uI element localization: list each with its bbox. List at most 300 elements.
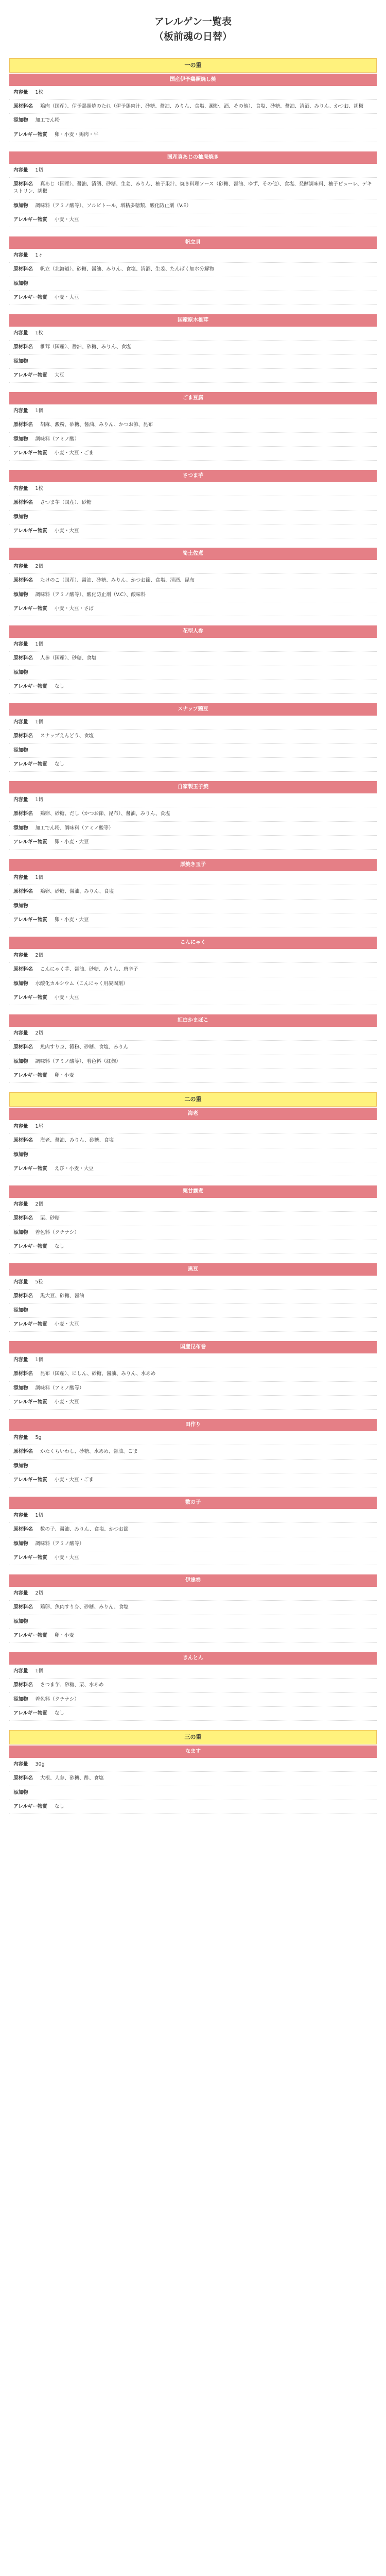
additives-row <box>9 1693 377 1707</box>
ingredients-row-value: スナップえんどう、食塩 <box>40 733 94 739</box>
additives-row-label: 添加物 <box>13 669 28 675</box>
allergens-row <box>9 758 377 772</box>
item-card <box>9 151 377 227</box>
allergens-row-value: 小麦・大豆 <box>54 528 79 534</box>
additives-row-value: 調味料（アミノ酸等）、酸化防止剤（V.C）、酸味料 <box>35 591 146 598</box>
ingredients-row <box>9 1523 377 1537</box>
allergens-row-value: 卵・小麦・鶏肉・牛 <box>54 131 99 138</box>
item-name: 帆立貝 <box>9 236 377 249</box>
ingredients-row-value: 魚肉すり身、澱粉、砂糖、食塩、みりん <box>40 1044 129 1050</box>
ingredients-row-value: 鶏卵、魚肉すり身、砂糖、みりん、食塩 <box>40 1604 129 1611</box>
content-row <box>9 638 377 652</box>
content-row-value: 1個 <box>35 1357 44 1363</box>
additives-row-label: 添加物 <box>13 1789 28 1795</box>
additives-row <box>9 977 377 991</box>
ingredients-row-label: 原材料名 <box>13 422 33 428</box>
additives-row <box>9 588 377 602</box>
allergens-row-value: 小麦・大豆・ごま <box>54 1477 94 1483</box>
content-row-label: 内容量 <box>13 797 28 803</box>
ingredients-row-value: 胡麻、澱粉、砂糖、醤油、みりん、かつお節、昆布 <box>40 422 153 428</box>
ingredients-row <box>9 418 377 432</box>
allergens-row <box>9 1629 377 1643</box>
content-row-value: 1個 <box>35 1668 44 1674</box>
item-name: こんにゃく <box>9 937 377 949</box>
content-row-label: 内容量 <box>13 330 28 336</box>
ingredients-row-value: たけのこ（国産）、醤油、砂糖、みりん、かつお節、食塩、清酒、昆布 <box>40 578 195 584</box>
ingredients-row <box>9 1134 377 1148</box>
item-name: さつま芋 <box>9 470 377 482</box>
allergens-row <box>9 1396 377 1410</box>
content-row-label: 内容量 <box>13 167 28 173</box>
item-card <box>9 1574 377 1643</box>
section-header: 二の重 <box>9 1092 377 1107</box>
ingredients-row <box>9 1290 377 1303</box>
allergens-row-label: アレルギー物質 <box>13 761 47 767</box>
content-row-label: 内容量 <box>13 1590 28 1597</box>
additives-row-label: 添加物 <box>13 1540 28 1547</box>
allergens-row-label: アレルギー物質 <box>13 1399 47 1405</box>
content-row-value: 1尾 <box>35 1124 44 1130</box>
content-row <box>9 482 377 496</box>
content-row-label: 内容量 <box>13 1201 28 1208</box>
item-name: 筍土佐煮 <box>9 548 377 560</box>
item-card <box>9 781 377 850</box>
allergens-row-label: アレルギー物質 <box>13 1072 47 1078</box>
ingredients-row <box>9 341 377 354</box>
allergens-row-value: えび・小麦・大豆 <box>54 1165 94 1172</box>
content-row-value: 1切 <box>35 1513 44 1519</box>
additives-row <box>9 1148 377 1162</box>
allergens-row <box>9 369 377 383</box>
item-name: 国産真あじの柚庵焼き <box>9 151 377 164</box>
ingredients-row-value: さつま芋、砂糖、栗、水あめ <box>40 1682 104 1688</box>
allergens-row <box>9 1069 377 1083</box>
ingredients-row <box>9 1212 377 1226</box>
content-row-value: 1個 <box>35 641 44 648</box>
content-row-label: 内容量 <box>13 1279 28 1285</box>
additives-row <box>9 1460 377 1473</box>
content-row-label: 内容量 <box>13 89 28 95</box>
allergens-row <box>9 128 377 142</box>
allergens-row <box>9 991 377 1005</box>
page-title-line1: アレルゲン一覧表 <box>154 16 232 27</box>
additives-row-label: 添加物 <box>13 280 28 286</box>
additives-row-value: 調味料（アミノ酸等）、ソルビトール、増粘多糖類、酸化防止剤（V.E） <box>35 202 191 209</box>
content-row-value: 30g <box>35 1761 45 1768</box>
ingredients-row <box>9 730 377 743</box>
allergens-row <box>9 524 377 538</box>
item-name: 花型人参 <box>9 625 377 638</box>
ingredients-row <box>9 263 377 277</box>
allergens-row-label: アレルギー物質 <box>13 372 47 378</box>
content-row-label: 内容量 <box>13 641 28 648</box>
ingredients-row-label: 原材料名 <box>13 1293 33 1299</box>
allergens-row-label: アレルギー物質 <box>13 1710 47 1716</box>
ingredients-row-label: 原材料名 <box>13 344 33 350</box>
item-name: 栗甘露煮 <box>9 1185 377 1198</box>
additives-row-label: 添加物 <box>13 1058 28 1064</box>
content-row <box>9 716 377 730</box>
item-card <box>9 859 377 927</box>
ingredients-row-value: 鶏肉（国産）、伊予鶏照焼のたれ（伊予鶏肉汁、砂糖、醤油、みりん、食塩、澱粉、酒、その他）、食塩、砂糖、醤油、清酒、みりん、かつお、胡椒 <box>40 104 364 110</box>
allergens-row-value: 小麦・大豆 <box>54 216 79 223</box>
content-row-value: 1個 <box>35 875 44 881</box>
ingredients-row-label: 原材料名 <box>13 1682 33 1688</box>
ingredients-row <box>9 1772 377 1786</box>
allergens-row <box>9 213 377 227</box>
item-card <box>9 236 377 305</box>
content-row-value: 1個 <box>35 408 44 414</box>
page-title <box>9 14 377 45</box>
item-card <box>9 1014 377 1083</box>
allergens-row <box>9 1162 377 1176</box>
section-header: 一の重 <box>9 58 377 73</box>
ingredients-row-label: 原材料名 <box>13 181 33 188</box>
content-row-value: 1切 <box>35 797 44 803</box>
item-name: なます <box>9 1745 377 1758</box>
ingredients-row <box>9 1679 377 1692</box>
content-row-label: 内容量 <box>13 486 28 492</box>
allergens-row <box>9 1318 377 1332</box>
ingredients-row-label: 原材料名 <box>13 1371 33 1377</box>
ingredients-row <box>9 963 377 977</box>
allergen-list <box>9 58 377 1814</box>
ingredients-row <box>9 1367 377 1381</box>
content-row <box>9 1120 377 1134</box>
ingredients-row-value: 栗、砂糖 <box>40 1215 60 1222</box>
content-row <box>9 1027 377 1041</box>
allergens-row-label: アレルギー物質 <box>13 683 47 689</box>
allergens-row-value: 卵・小麦 <box>54 1632 74 1638</box>
additives-row-value: 調味料（アミノ酸） <box>35 436 80 442</box>
additives-row-value: 着色料（クチナシ） <box>35 1696 79 1702</box>
item-card <box>9 1108 377 1176</box>
ingredients-row <box>9 1041 377 1055</box>
content-row-label: 内容量 <box>13 252 28 259</box>
allergens-row-value: 卵・小麦 <box>54 1072 74 1078</box>
content-row <box>9 1198 377 1212</box>
ingredients-row-label: 原材料名 <box>13 1044 33 1050</box>
ingredients-row-value: 海老、醤油、みりん、砂糖、食塩 <box>40 1138 114 1144</box>
item-card <box>9 625 377 694</box>
additives-row-label: 添加物 <box>13 825 28 831</box>
ingredients-row-label: 原材料名 <box>13 500 33 506</box>
content-row <box>9 1353 377 1367</box>
allergens-row-label: アレルギー物質 <box>13 528 47 534</box>
item-name: スナップ豌豆 <box>9 703 377 716</box>
allergens-row-value: なし <box>54 1803 64 1809</box>
ingredients-row <box>9 574 377 588</box>
ingredients-row <box>9 885 377 899</box>
item-name: 数の子 <box>9 1497 377 1509</box>
additives-row-label: 添加物 <box>13 980 28 987</box>
additives-row <box>9 355 377 369</box>
allergens-row-value: なし <box>54 1243 64 1249</box>
content-row-value: 2個 <box>35 564 44 570</box>
allergens-row-label: アレルギー物質 <box>13 450 47 456</box>
ingredients-row-value: 帆立（北海道）、砂糖、醤油、みりん、食塩、清酒、生姜、たんぱく加水分解物 <box>40 266 214 273</box>
additives-row <box>9 900 377 913</box>
content-row-label: 内容量 <box>13 875 28 881</box>
content-row-value: 1枚 <box>35 330 44 336</box>
content-row-value: 2個 <box>35 1201 44 1208</box>
additives-row <box>9 433 377 447</box>
content-row <box>9 327 377 341</box>
allergens-row <box>9 680 377 694</box>
content-row <box>9 86 377 100</box>
ingredients-row-label: 原材料名 <box>13 266 33 273</box>
allergens-row <box>9 1707 377 1721</box>
additives-row-label: 添加物 <box>13 436 28 442</box>
allergens-row-label: アレルギー物質 <box>13 294 47 300</box>
item-name: 田作り <box>9 1419 377 1431</box>
allergens-row-value: 卵・小麦・大豆 <box>54 839 89 845</box>
item-name: きんとん <box>9 1652 377 1665</box>
item-card <box>9 1419 377 1487</box>
allergens-row-label: アレルギー物質 <box>13 1803 47 1809</box>
allergens-row <box>9 291 377 305</box>
page-title-line2: （板前魂の日替） <box>153 31 232 43</box>
content-row <box>9 949 377 963</box>
allergens-row-label: アレルギー物質 <box>13 1321 47 1327</box>
content-row-label: 内容量 <box>13 1513 28 1519</box>
content-row-value: 2個 <box>35 953 44 959</box>
content-row-label: 内容量 <box>13 1030 28 1037</box>
allergens-row-label: アレルギー物質 <box>13 1243 47 1249</box>
allergens-row-value: 小麦・大豆 <box>54 1554 79 1561</box>
additives-row <box>9 666 377 680</box>
additives-row <box>9 199 377 213</box>
additives-row-value: 着色料（クチナシ） <box>35 1229 79 1235</box>
additives-row <box>9 1615 377 1629</box>
item-name: 国産昆布巻 <box>9 1341 377 1353</box>
allergens-row-label: アレルギー物質 <box>13 1632 47 1638</box>
allergens-row-label: アレルギー物質 <box>13 1554 47 1561</box>
item-card <box>9 937 377 1005</box>
ingredients-row <box>9 496 377 510</box>
item-card <box>9 74 377 142</box>
allergens-row <box>9 836 377 850</box>
additives-row-label: 添加物 <box>13 1229 28 1235</box>
content-row-value: 5g <box>35 1435 42 1441</box>
allergens-row-value: なし <box>54 761 64 767</box>
ingredients-row-label: 原材料名 <box>13 1449 33 1455</box>
ingredients-row-label: 原材料名 <box>13 733 33 739</box>
allergens-row-value: 小麦・大豆 <box>54 1399 79 1405</box>
item-card <box>9 703 377 772</box>
item-name: ごま豆腐 <box>9 392 377 404</box>
ingredients-row-value: 鶏卵、砂糖、だし（かつお節、昆布）、醤油、みりん、食塩 <box>40 811 170 817</box>
additives-row-label: 添加物 <box>13 747 28 753</box>
ingredients-row-label: 原材料名 <box>13 1215 33 1222</box>
item-card <box>9 1497 377 1565</box>
ingredients-row-value: さつま芋（国産）、砂糖 <box>40 500 92 506</box>
content-row-value: 1切 <box>35 167 44 173</box>
item-name: 伊達巻 <box>9 1574 377 1587</box>
additives-row <box>9 1537 377 1551</box>
additives-row <box>9 1304 377 1318</box>
content-row-value: 1枚 <box>35 89 44 95</box>
allergens-row-label: アレルギー物質 <box>13 1477 47 1483</box>
content-row-value: 1枚 <box>35 486 44 492</box>
content-row <box>9 871 377 885</box>
allergens-row-value: なし <box>54 683 64 689</box>
additives-row-label: 添加物 <box>13 358 28 364</box>
item-card <box>9 1185 377 1254</box>
ingredients-row-value: 人参（国産）、砂糖、食塩 <box>40 655 97 662</box>
content-row-label: 内容量 <box>13 408 28 414</box>
additives-row-label: 添加物 <box>13 1463 28 1469</box>
content-row-label: 内容量 <box>13 1668 28 1674</box>
allergens-row <box>9 1473 377 1487</box>
additives-row-value: 水酸化カルシウム（こんにゃく用凝固剤） <box>35 980 128 987</box>
allergens-row-value: 小麦・大豆・ごま <box>54 450 94 456</box>
ingredients-row-label: 原材料名 <box>13 1138 33 1144</box>
ingredients-row-value: 椎茸（国産）、醤油、砂糖、みりん、食塩 <box>40 344 131 350</box>
ingredients-row <box>9 100 377 114</box>
allergens-row-value: なし <box>54 1710 64 1716</box>
additives-row-label: 添加物 <box>13 1696 28 1702</box>
ingredients-row-label: 原材料名 <box>13 1527 33 1533</box>
allergens-row-label: アレルギー物質 <box>13 216 47 223</box>
ingredients-row-value: こんにゃく芋、醤油、砂糖、みりん、唐辛子 <box>40 967 138 973</box>
ingredients-row-value: 黒大豆、砂糖、醤油 <box>40 1293 84 1299</box>
ingredients-row <box>9 178 377 199</box>
ingredients-row <box>9 807 377 821</box>
ingredients-row-label: 原材料名 <box>13 1775 33 1782</box>
item-name: 黒豆 <box>9 1263 377 1276</box>
ingredients-row <box>9 652 377 666</box>
ingredients-row-label: 原材料名 <box>13 1604 33 1611</box>
content-row-value: 2切 <box>35 1590 44 1597</box>
item-card <box>9 392 377 461</box>
ingredients-row-label: 原材料名 <box>13 104 33 110</box>
allergens-row <box>9 602 377 616</box>
ingredients-row-value: 昆布（国産）、にしん、砂糖、醤油、みりん、水あめ <box>40 1371 156 1377</box>
allergens-row <box>9 1800 377 1814</box>
allergens-row-value: 小麦・大豆 <box>54 1321 79 1327</box>
additives-row <box>9 1055 377 1069</box>
content-row <box>9 1276 377 1290</box>
content-row-value: 5粒 <box>35 1279 44 1285</box>
allergens-row-label: アレルギー物質 <box>13 994 47 1001</box>
additives-row <box>9 1786 377 1800</box>
content-row <box>9 1509 377 1523</box>
allergens-row <box>9 1240 377 1254</box>
ingredients-row <box>9 1601 377 1615</box>
additives-row-label: 添加物 <box>13 1618 28 1624</box>
content-row <box>9 1431 377 1445</box>
content-row-label: 内容量 <box>13 1124 28 1130</box>
allergens-row-label: アレルギー物質 <box>13 917 47 923</box>
item-card <box>9 1263 377 1332</box>
allergens-row <box>9 1551 377 1565</box>
content-row-value: 1個 <box>35 719 44 725</box>
item-card <box>9 548 377 616</box>
content-row-value: 1ヶ <box>35 252 44 259</box>
additives-row-value: 調味料（アミノ酸等） <box>35 1385 84 1391</box>
allergens-row <box>9 913 377 927</box>
ingredients-row-label: 原材料名 <box>13 889 33 895</box>
additives-row-label: 添加物 <box>13 903 28 909</box>
additives-row-label: 添加物 <box>13 1307 28 1313</box>
content-row-value: 2切 <box>35 1030 44 1037</box>
additives-row <box>9 511 377 524</box>
additives-row-label: 添加物 <box>13 202 28 209</box>
content-row <box>9 1587 377 1601</box>
content-row <box>9 1758 377 1772</box>
item-name: 自家製玉子焼 <box>9 781 377 793</box>
additives-row <box>9 744 377 758</box>
ingredients-row-label: 原材料名 <box>13 811 33 817</box>
content-row-label: 内容量 <box>13 953 28 959</box>
content-row <box>9 249 377 263</box>
item-card <box>9 1745 377 1814</box>
additives-row-label: 添加物 <box>13 117 28 124</box>
ingredients-row-label: 原材料名 <box>13 967 33 973</box>
additives-row <box>9 277 377 291</box>
additives-row-label: 添加物 <box>13 1385 28 1391</box>
allergens-row-label: アレルギー物質 <box>13 839 47 845</box>
item-name: 厚焼き玉子 <box>9 859 377 871</box>
item-card <box>9 1652 377 1721</box>
allergens-row-label: アレルギー物質 <box>13 1165 47 1172</box>
additives-row-label: 添加物 <box>13 1151 28 1158</box>
allergens-row <box>9 447 377 461</box>
additives-row <box>9 114 377 128</box>
item-card <box>9 1341 377 1410</box>
ingredients-row-value: 真あじ（国産）、醤油、清酒、砂糖、生姜、みりん、柚子果汁、焼き料理ソース（砂糖、醤油、ゆず、その他）、食塩、発酵調味料、柚子ピューレ、デキストリン、胡椒 <box>13 181 372 195</box>
content-row-label: 内容量 <box>13 1435 28 1441</box>
allergens-row-label: アレルギー物質 <box>13 605 47 612</box>
content-row <box>9 793 377 807</box>
content-row <box>9 1665 377 1679</box>
item-name: 国産伊予鶏照焼し焼 <box>9 74 377 86</box>
allergens-row-label: アレルギー物質 <box>13 131 47 138</box>
content-row <box>9 164 377 178</box>
ingredients-row-value: 大根、人参、砂糖、酢、食塩 <box>40 1775 104 1782</box>
additives-row-value: 加工でん粉、調味料（アミノ酸等） <box>35 825 114 831</box>
ingredients-row-label: 原材料名 <box>13 655 33 662</box>
item-card <box>9 314 377 383</box>
content-row-label: 内容量 <box>13 1357 28 1363</box>
additives-row <box>9 1382 377 1396</box>
additives-row <box>9 822 377 836</box>
allergens-row-value: 大豆 <box>54 372 64 378</box>
allergens-row-value: 小麦・大豆 <box>54 994 79 1001</box>
additives-row <box>9 1226 377 1240</box>
additives-row-label: 添加物 <box>13 591 28 598</box>
item-name: 海老 <box>9 1108 377 1120</box>
section-header: 三の重 <box>9 1730 377 1744</box>
allergens-row-value: 小麦・大豆 <box>54 294 79 300</box>
content-row-label: 内容量 <box>13 719 28 725</box>
content-row <box>9 560 377 574</box>
item-name: 紅白かまぼこ <box>9 1014 377 1027</box>
content-row-label: 内容量 <box>13 564 28 570</box>
ingredients-row <box>9 1445 377 1459</box>
item-card <box>9 470 377 538</box>
ingredients-row-value: かたくちいわし、砂糖、水あめ、醤油、ごま <box>40 1449 138 1455</box>
ingredients-row-label: 原材料名 <box>13 578 33 584</box>
content-row <box>9 404 377 418</box>
ingredients-row-value: 数の子、醤油、みりん、食塩、かつお節 <box>40 1527 129 1533</box>
allergens-row-value: 卵・小麦・大豆 <box>54 917 89 923</box>
additives-row-value: 調味料（アミノ酸等） <box>35 1540 84 1547</box>
ingredients-row-value: 鶏卵、砂糖、醤油、みりん、食塩 <box>40 889 114 895</box>
content-row-label: 内容量 <box>13 1761 28 1768</box>
allergens-row-value: 小麦・大豆・さば <box>54 605 94 612</box>
